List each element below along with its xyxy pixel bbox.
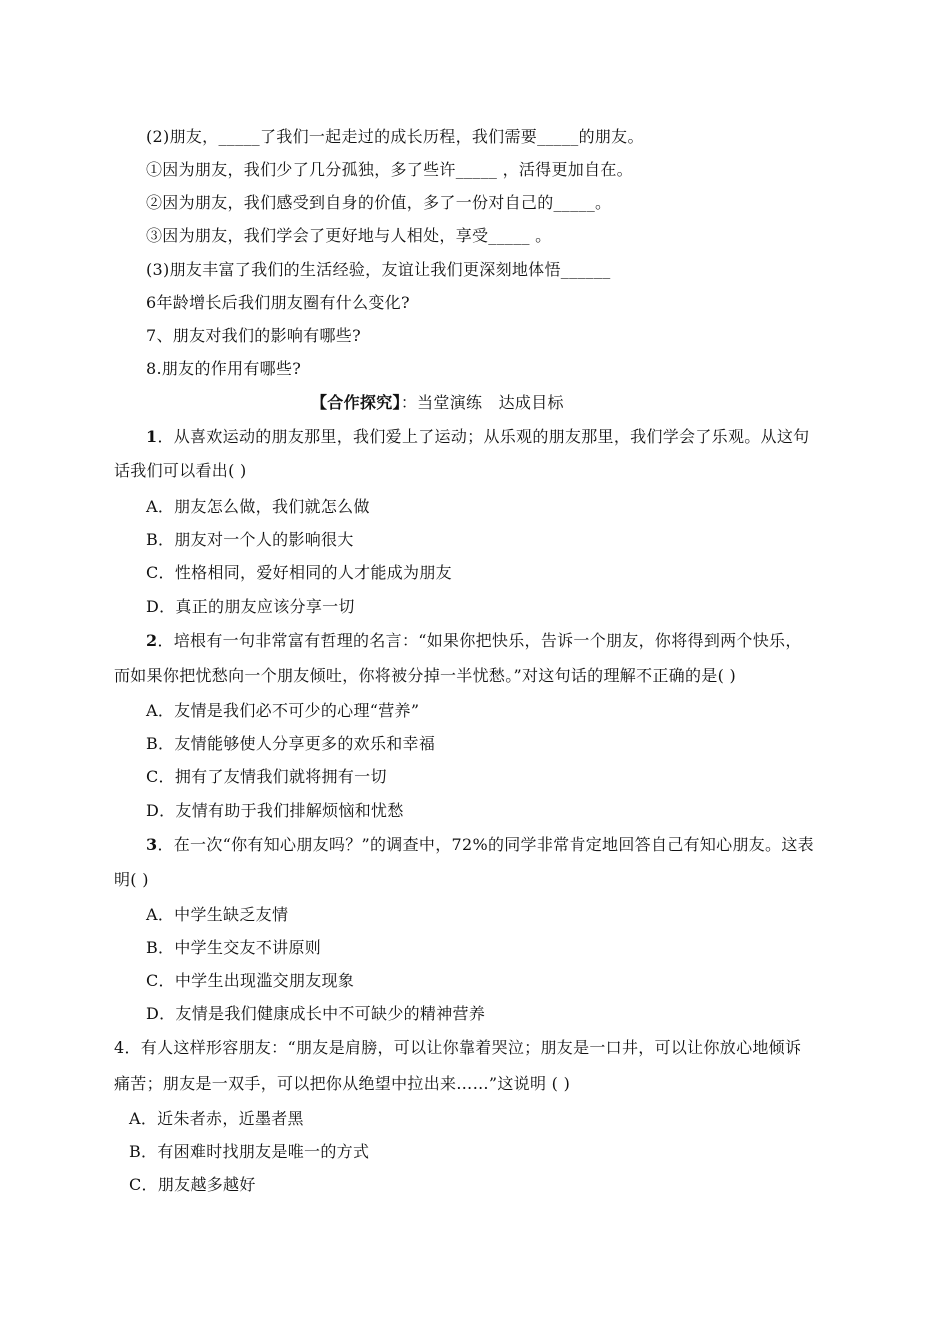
question-3-option-d: D．友情是我们健康成长中不可缺少的精神营养 (146, 1004, 486, 1023)
question-4-line-2: 痛苦；朋友是一双手，可以把你从绝望中拉出来……”这说明 ( ) (114, 1074, 571, 1093)
question-4-number: 4 (114, 1038, 125, 1057)
question-4-option-a: A．近朱者赤，近墨者黑 (129, 1109, 304, 1128)
question-2-option-c: C．拥有了友情我们就将拥有一切 (146, 767, 387, 786)
fill-in-line-3: (3)朋友丰富了我们的生活经验，友谊让我们更深刻地体悟______ (146, 260, 611, 279)
fill-in-line-2-1: ①因为朋友，我们少了几分孤独，多了些许_____ ，活得更加自在。 (146, 160, 633, 179)
fill-in-line-2-2: ②因为朋友，我们感受到自身的价值，多了一份对自己的_____。 (146, 193, 612, 212)
question-line-6: 6年龄增长后我们朋友圈有什么变化? (146, 293, 410, 312)
section-heading (311, 392, 564, 414)
question-line-8: 8.朋友的作用有哪些? (146, 359, 302, 378)
question-1-number: 1 (146, 427, 158, 446)
question-1-option-d: D．真正的朋友应该分享一切 (146, 597, 355, 616)
question-3-option-c: C．中学生出现滥交朋友现象 (146, 971, 355, 990)
fill-in-line-2: (2)朋友，_____了我们一起走过的成长历程，我们需要_____的朋友。 (146, 127, 644, 146)
question-2-number: 2 (146, 631, 158, 650)
question-4-line-1: 4．有人这样形容朋友：“朋友是肩膀，可以让你靠着哭泣；朋友是一口井，可以让你放心地倾诉 (114, 1038, 802, 1057)
question-3-option-b: B．中学生交友不讲原则 (146, 938, 322, 957)
question-4-option-c: C．朋友越多越好 (129, 1175, 256, 1194)
section-label: 【合作探究】 (311, 393, 401, 412)
question-1-line-1: 1．从喜欢运动的朋友那里，我们爱上了运动；从乐观的朋友那里，我们学会了乐观。从这句 (146, 427, 810, 446)
question-4-option-b: B．有困难时找朋友是唯一的方式 (129, 1142, 370, 1161)
question-1-line-2: 话我们可以看出( ) (114, 461, 247, 480)
section-subtitle: ：当堂演练 达成目标 (400, 393, 564, 412)
question-line-7: 7、朋友对我们的影响有哪些? (146, 326, 361, 345)
question-2-line-1: 2．培根有一句非常富有哲理的名言：“如果你把快乐，告诉一个朋友，你将得到两个快乐， (146, 631, 802, 650)
question-3-line-2: 明( ) (114, 870, 149, 889)
question-2-line-2: 而如果你把忧愁向一个朋友倾吐，你将被分掉一半忧愁。”对这句话的理解不正确的是( ) (114, 666, 737, 685)
question-1-option-c: C．性格相同，爱好相同的人才能成为朋友 (146, 563, 452, 582)
question-2-option-b: B．友情能够使人分享更多的欢乐和幸福 (146, 734, 436, 753)
question-3-number: 3 (146, 835, 158, 854)
question-3-option-a: A．中学生缺乏友情 (146, 905, 289, 924)
question-1-option-b: B．朋友对一个人的影响很大 (146, 530, 354, 549)
question-2-option-d: D．友情有助于我们排解烦恼和忧愁 (146, 801, 404, 820)
fill-in-line-2-3: ③因为朋友，我们学会了更好地与人相处，享受_____ 。 (146, 226, 552, 245)
question-3-line-1: 3．在一次“你有知心朋友吗？”的调查中，72%的同学非常肯定地回答自己有知心朋友。这表 (146, 835, 814, 854)
question-1-option-a: A．朋友怎么做，我们就怎么做 (146, 497, 370, 516)
question-2-option-a: A．友情是我们必不可少的心理“营养” (146, 701, 420, 720)
